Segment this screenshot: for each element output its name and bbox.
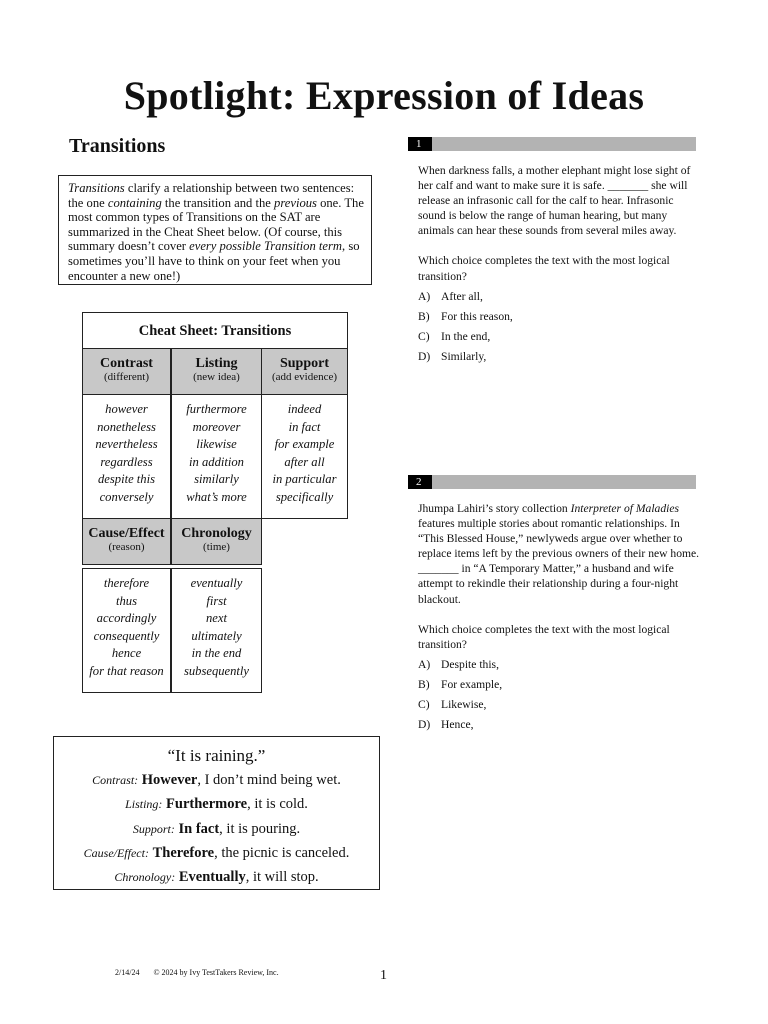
- term: moreover: [192, 419, 241, 434]
- term: consequently: [93, 628, 160, 643]
- term: likewise: [196, 437, 237, 452]
- term: eventually: [190, 576, 243, 590]
- intro-text: Transitions clarify a relationship between two sentences: the one containing the transition and the previous one. The most common types of Transitions on the SAT are summarized in the Cheat Sheet below. (Of course, this summary doesn’t cover every possible Transition term, so sometimes you’ll have to think on your feet when you encounter a new one!): [68, 181, 364, 283]
- question-2-passage: Jhumpa Lahiri’s story collection Interpreter of Maladies features multiple stories about romantic relationships. In “This Blessed House,” newlyweds argue over whether to replace items left by the previous owners of their new home. _______ in “A Temporary Matter,” a husband and wife attempt to rekindle their relationship during a four-night blackout.: [418, 502, 700, 606]
- term: hence: [111, 646, 142, 661]
- example-line-cause-effect: Cause/Effect: Therefore, the picnic is canceled.: [83, 844, 350, 861]
- term: after all: [284, 454, 325, 469]
- question-2-choice-c[interactable]: C) Likewise,: [418, 697, 487, 711]
- term: first: [206, 593, 227, 608]
- term: for example: [274, 437, 335, 452]
- question-1-choice-b[interactable]: B) For this reason,: [418, 309, 513, 323]
- example-quote: “It is raining.”: [167, 746, 266, 765]
- example-line-support: Support: In fact, it is pouring.: [132, 820, 301, 837]
- term: specifically: [275, 489, 334, 504]
- category-terms-support: [261, 394, 348, 519]
- question-1-passage: When darkness falls, a mother elephant might lose sight of her calf and want to make sure it is safe. _______ she will release an infrasonic call for the calf to hear. Infrasonic sound is below the range of human hearing, but many animals can hear these sounds from several miles away.: [418, 164, 691, 238]
- term: accordingly: [96, 611, 157, 626]
- cheat-sheet-title: Cheat Sheet: Transitions: [82, 312, 348, 350]
- term: thus: [116, 593, 137, 608]
- question-1-choice-d[interactable]: D) Similarly,: [418, 349, 487, 363]
- question-1-choice-c[interactable]: C) In the end,: [418, 329, 491, 343]
- category-header-contrast: Contrast (different): [82, 348, 171, 395]
- page-number: 1: [380, 968, 387, 983]
- term: nonetheless: [97, 419, 156, 434]
- category-terms-chronology: [171, 568, 262, 693]
- term: what’s more: [186, 489, 247, 504]
- example-line-chronology: Chronology: Eventually, it will stop.: [114, 869, 319, 886]
- term: in addition: [189, 454, 244, 469]
- example-line-listing: Listing: Furthermore, it is cold.: [125, 796, 308, 813]
- term: similarly: [194, 472, 239, 487]
- category-header-cause-effect: Cause/Effect (reason): [82, 518, 171, 565]
- question-2-number: 2: [408, 475, 432, 489]
- intro-box: [58, 175, 372, 285]
- category-terms-cause-effect: [82, 568, 171, 693]
- footer: [115, 968, 293, 977]
- category-header-listing: Listing (new idea): [171, 348, 262, 395]
- term: despite this: [97, 472, 156, 487]
- term: in particular: [272, 472, 337, 487]
- section-heading: Transitions: [69, 135, 166, 157]
- footer-date: 2/14/24: [115, 968, 140, 977]
- question-2-header-bar: [408, 475, 696, 489]
- term: conversely: [99, 489, 154, 504]
- question-2-prompt: Which choice completes the text with the most logical transition?: [418, 622, 670, 651]
- question-2-choice-a[interactable]: A) Despite this,: [418, 657, 499, 671]
- examples-box: [53, 736, 380, 890]
- question-1-header-bar: [408, 137, 696, 151]
- term: regardless: [100, 454, 153, 469]
- category-header-chronology: Chronology (time): [171, 518, 262, 565]
- term: ultimately: [191, 628, 242, 643]
- question-1: [418, 163, 703, 367]
- example-line-contrast: Contrast: However, I don’t mind being wet.: [92, 772, 341, 788]
- question-1-number: 1: [408, 137, 432, 151]
- term: for that reason: [89, 663, 164, 678]
- term: in fact: [288, 419, 321, 434]
- term: next: [206, 611, 227, 626]
- term: subsequently: [183, 663, 250, 678]
- category-terms-listing: [171, 394, 262, 519]
- page-title: Spotlight: Expression of Ideas: [123, 73, 645, 118]
- term: in the end: [191, 646, 242, 661]
- question-2-choice-b[interactable]: B) For example,: [418, 677, 503, 691]
- term: furthermore: [186, 402, 247, 416]
- category-terms-contrast: [82, 394, 171, 519]
- footer-copyright: © 2024 by Ivy TestTakers Review, Inc.: [153, 968, 279, 977]
- term: indeed: [287, 402, 322, 416]
- term: therefore: [103, 576, 150, 590]
- category-header-support: Support (add evidence): [261, 348, 348, 395]
- term: nevertheless: [95, 437, 158, 452]
- question-1-prompt: Which choice completes the text with the most logical transition?: [418, 254, 670, 283]
- question-1-choice-a[interactable]: A) After all,: [418, 289, 483, 303]
- question-2: [418, 501, 703, 735]
- question-2-choice-d[interactable]: D) Hence,: [418, 717, 474, 731]
- term: however: [105, 402, 148, 416]
